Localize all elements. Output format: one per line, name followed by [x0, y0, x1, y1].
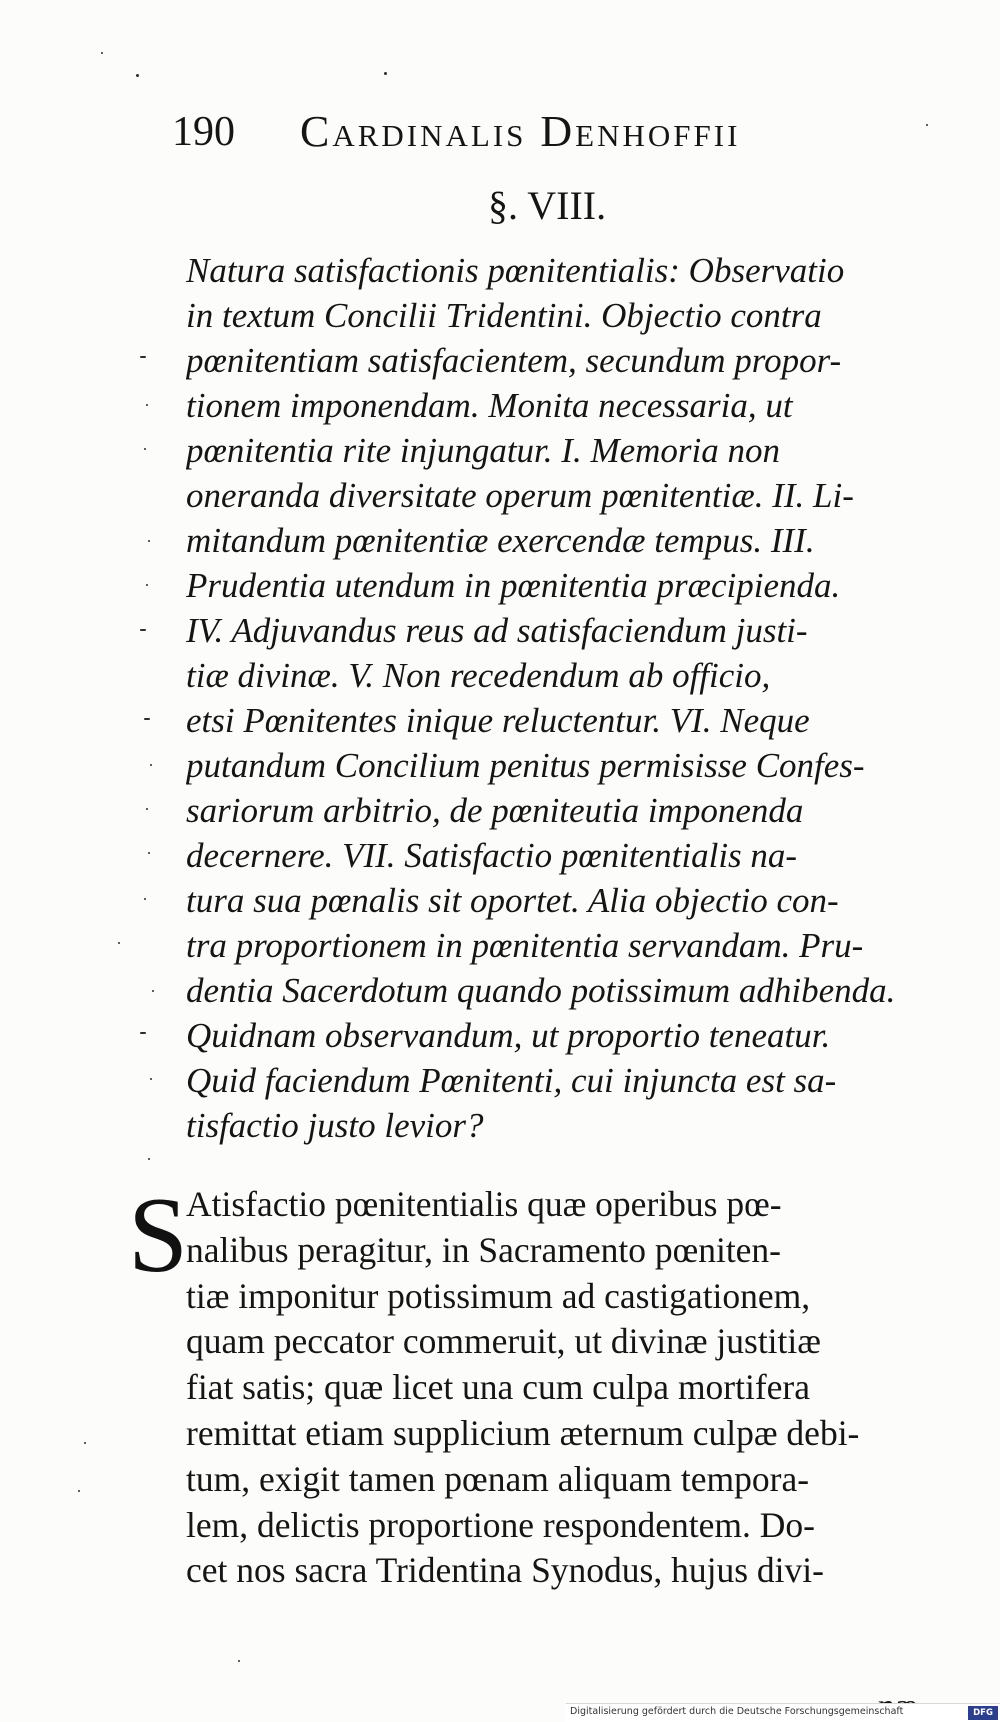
summary-line: sariorum arbitrio, de pœniteutia imponenda	[186, 791, 804, 830]
scan-speck	[118, 942, 120, 944]
summary-line: dentia Sacerdotum quando potissimum adhibenda.	[186, 971, 896, 1010]
summary-line: oneranda diversitate operum pœnitentiæ. II. Li-	[186, 476, 854, 515]
page-header	[172, 100, 932, 170]
scan-speck	[148, 1158, 150, 1160]
scan-speck	[144, 718, 150, 720]
section-heading: §. VIII.	[488, 183, 607, 228]
summary-line: IV. Adjuvandus reus ad satisfaciendum justi-	[186, 611, 808, 650]
scan-speck	[144, 448, 146, 450]
scan-speck	[144, 898, 146, 900]
scan-speck	[152, 990, 154, 992]
body-line: lem, delictis proportione respondentem. Do-	[186, 1504, 815, 1545]
scan-speck	[78, 1490, 80, 1492]
summary-line: putandum Concilium penitus permisisse Confes-	[186, 746, 865, 785]
summary-line: etsi Pœnitentes inique reluctentur. VI. Neque	[186, 701, 810, 740]
scan-speck	[150, 764, 152, 766]
body-line: Atisfactio pœnitentialis quæ operibus pœ-	[186, 1184, 782, 1224]
digitization-footer	[566, 1703, 1000, 1722]
scan-speck	[148, 540, 150, 542]
body-line: tiæ imponitur potissimum ad castigationem,	[186, 1275, 811, 1316]
scan-speck	[384, 72, 387, 75]
scan-speck	[146, 808, 148, 810]
drop-cap: S	[128, 1176, 189, 1295]
scan-speck	[150, 1078, 152, 1080]
summary-line: Prudentia utendum in pœnitentia præcipienda.	[186, 566, 841, 605]
body-line: fiat satis; quæ licet una cum culpa mortifera	[186, 1367, 811, 1408]
scan-speck	[140, 1032, 146, 1034]
summary-line: Quidnam observandum, ut proportio teneatur.	[186, 1016, 831, 1055]
digitization-credit: Digitalisierung gefördert durch die Deutsche Forschungsgemeinschaft	[570, 1706, 904, 1717]
summary-line: tra proportionem in pœnitentia servandam. Pru-	[186, 926, 864, 965]
body-paragraph	[186, 1182, 976, 1594]
body-line: tum, exigit tamen pœnam aliquam tempora-	[186, 1458, 810, 1499]
scan-speck	[136, 74, 139, 77]
dfg-logo: DFG	[968, 1706, 998, 1720]
running-title: Cardinalis Denhoffii	[300, 107, 741, 156]
summary-line: tionem imponendam. Monita necessaria, ut	[186, 386, 793, 425]
summary-line: tura sua pœnalis sit oportet. Alia objectio con-	[186, 881, 839, 920]
summary-line: pœnitentiam satisfacientem, secundum propor-	[186, 341, 842, 380]
section-summary	[186, 248, 976, 1148]
scan-speck	[84, 1442, 86, 1444]
summary-line: tiæ divinæ. V. Non recedendum ab officio,	[186, 656, 771, 695]
scan-speck	[101, 52, 103, 54]
page-number: 190	[172, 109, 235, 155]
scan-speck	[146, 404, 148, 406]
scan-speck	[140, 356, 146, 358]
body-line: remittat etiam supplicium æternum culpæ debi-	[186, 1412, 860, 1453]
body-line: nalibus peragitur, in Sacramento pœniten-	[186, 1229, 782, 1270]
scan-speck	[238, 1660, 240, 1662]
summary-line: tisfactio justo levior?	[186, 1106, 484, 1145]
summary-line: decernere. VII. Satisfactio pœnitentialis na-	[186, 836, 798, 875]
summary-line: Quid faciendum Pœnitenti, cui injuncta est sa-	[186, 1061, 837, 1100]
scan-speck	[140, 629, 146, 631]
summary-line: Natura satisfactionis pœnitentialis: Observatio	[186, 251, 845, 290]
scan-speck	[926, 124, 928, 126]
summary-line: pœnitentia rite injungatur. I. Memoria non	[186, 431, 781, 470]
scan-speck	[146, 584, 148, 586]
scan-speck	[148, 852, 150, 854]
body-line: quam peccator commeruit, ut divinæ justitiæ	[186, 1321, 821, 1362]
summary-line: in textum Concilii Tridentini. Objectio contra	[186, 296, 822, 335]
body-line: cet nos sacra Tridentina Synodus, hujus divi-	[186, 1550, 824, 1591]
summary-line: mitandum pœnitentiæ exercendæ tempus. III.	[186, 521, 815, 560]
